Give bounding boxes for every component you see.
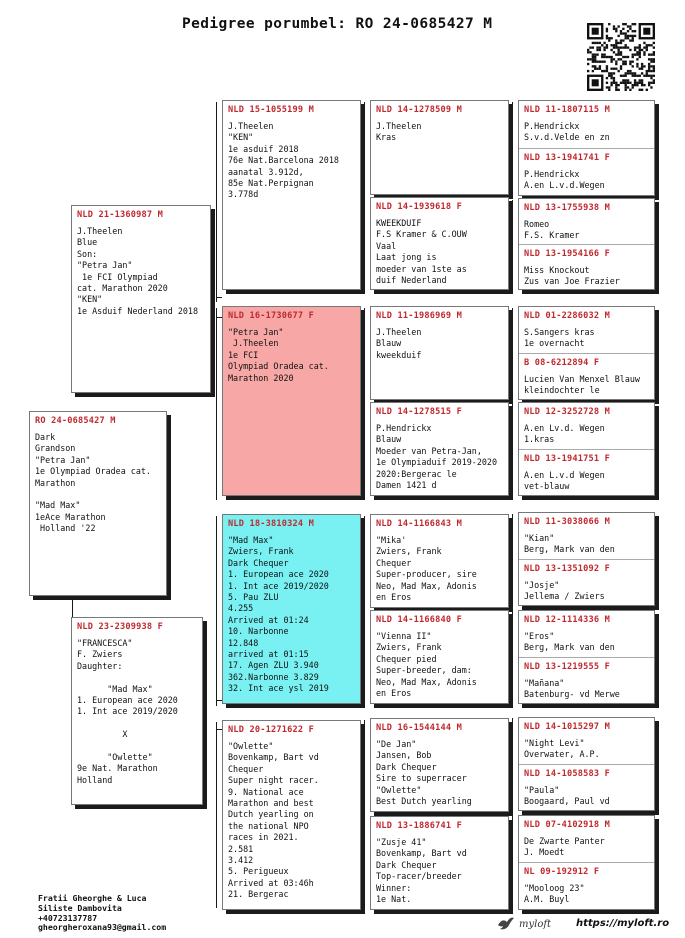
- grandparent-card[interactable]: [222, 720, 361, 910]
- connector-line: [512, 610, 513, 704]
- pigeon-info: S.Sangers kras 1e overnacht: [524, 327, 595, 349]
- great-great-grandparents-card[interactable]: [518, 402, 655, 496]
- website-link[interactable]: https://myloft.ro: [576, 918, 670, 929]
- ring-number: NLD 01-2286032 M: [524, 311, 610, 321]
- pigeon-info: "Zusje 41" Bovenkamp, Bart vd Dark Chequer Top-racer/breeder Winner: 1e Nat.: [376, 837, 467, 905]
- connector-line: [512, 404, 513, 500]
- great-grandparent-card[interactable]: [370, 816, 509, 910]
- great-grandparent-card[interactable]: [370, 306, 509, 400]
- ring-number: NLD 20-1271622 F: [228, 725, 314, 735]
- ring-number: NLD 14-1278515 F: [376, 407, 462, 417]
- pigeon-info: J.Theelen Blue Son: "Petra Jan" 1e FCI Olympiad cat. Marathon 2020 "KEN" 1e Asduif Nederland 2018: [77, 226, 199, 316]
- qr-code-icon[interactable]: [587, 23, 655, 91]
- grandparent-card-highlighted[interactable]: [222, 514, 361, 704]
- ring-number: NLD 13-1954166 F: [524, 249, 610, 259]
- pigeon-info: A.en Lv.d. Wegen 1.kras: [524, 423, 605, 445]
- pigeon-info: Romeo F.S. Kramer: [524, 219, 580, 241]
- ring-number: NLD 21-1360987 M: [77, 210, 163, 220]
- pigeon-info: J.Theelen Kras: [376, 121, 422, 143]
- connector-line: [512, 816, 513, 912]
- pigeon-info: "Vienna II" Zwiers, Frank Chequer pied Super-breeder, dam: Neo, Mad Max, Adonis en Eros: [376, 631, 477, 699]
- logo-text: myloft: [519, 918, 552, 930]
- ring-number: NLD 11-3038066 M: [524, 517, 610, 527]
- connector-line: [216, 308, 217, 500]
- connector-line: [512, 102, 513, 198]
- pigeon-info: "Kian" Berg, Mark van den: [524, 533, 615, 555]
- connector-line: [512, 718, 513, 814]
- connector-line: [364, 308, 365, 498]
- ring-number: NLD 13-1219555 F: [524, 662, 610, 672]
- ring-number: NLD 12-3252728 M: [524, 407, 610, 417]
- great-great-grandparents-card[interactable]: [518, 198, 655, 290]
- pigeon-info: J.Theelen "KEN" 1e asduif 2018 76e Nat.Barcelona 2018 aanatal 3.912d, 85e Nat.Perpignan 3.778d: [228, 121, 339, 200]
- dam-card[interactable]: [71, 617, 203, 805]
- ring-number: NLD 14-1058583 F: [524, 769, 610, 779]
- ring-number: NLD 14-1015297 M: [524, 722, 610, 732]
- ring-number: NLD 12-1114336 M: [524, 615, 610, 625]
- ring-number: NLD 16-1730677 F: [228, 311, 314, 321]
- connector-line: [512, 514, 513, 610]
- pigeon-info: "Eros" Berg, Mark van den: [524, 631, 615, 653]
- myloft-bird-logo-icon: [497, 916, 515, 932]
- ring-number: NLD 14-1939618 F: [376, 202, 462, 212]
- pigeon-info: "Paula" Boogaard, Paul vd: [524, 785, 610, 807]
- great-great-grandparents-card[interactable]: [518, 100, 655, 196]
- ring-number: NLD 13-1351092 F: [524, 564, 610, 574]
- subject-pigeon-card[interactable]: [29, 411, 167, 596]
- pigeon-info: "Owlette" Bovenkamp, Bart vd Chequer Super night racer. 9. National ace Marathon and best Dutch yearling on the national NPO races in 2021. 2.581 3.412 5. Perigueux Arrived at 03:46h 21. Bergerac: [228, 741, 319, 900]
- sire-card[interactable]: [71, 205, 211, 393]
- great-great-grandparents-card[interactable]: [518, 306, 655, 400]
- pigeon-info: KWEEKDUIF F.S Kramer & C.OUW Vaal Laat jong is moeder van 1ste as duif Nederland: [376, 218, 467, 286]
- grandparent-card[interactable]: [222, 100, 361, 290]
- ring-number: NLD 13-1886741 F: [376, 821, 462, 831]
- connector-line: [216, 516, 217, 706]
- great-grandparent-card[interactable]: [370, 718, 509, 812]
- great-grandparent-card[interactable]: [370, 100, 509, 195]
- grandparent-card-highlighted[interactable]: [222, 306, 361, 496]
- great-grandparent-card[interactable]: [370, 514, 509, 608]
- page-title: Pedigree porumbel: RO 24-0685427 M: [182, 16, 493, 32]
- ring-number: NLD 11-1986969 M: [376, 311, 462, 321]
- pigeon-info: "Mad Max" Zwiers, Frank Dark Chequer 1. European ace 2020 1. Int ace 2019/2020 5. Pau ZLU 4.255 Arrived at 01:24 10. Narbonne 12.848 arrived at 01:15 17. Agen ZLU 3.940 362.Narbonne 3.829 32. Int ace ysl 2019: [228, 535, 329, 694]
- pigeon-info: P.Hendrickx Blauw Moeder van Petra-Jan, 1e Olympiaduif 2019-2020 2020:Bergerac le Damen 1421 d: [376, 423, 498, 491]
- pigeon-info: "Mika' Zwiers, Frank Chequer Super-producer, sire Neo, Mad Max, Adonis en Eros: [376, 535, 477, 603]
- pigeon-info: P.Hendrickx S.v.d.Velde en zn: [524, 121, 610, 143]
- ring-number: NLD 16-1544144 M: [376, 723, 462, 733]
- ring-number: NLD 18-3810324 M: [228, 519, 314, 529]
- great-great-grandparents-card[interactable]: [518, 815, 655, 910]
- ring-number: NLD 13-1941751 F: [524, 454, 610, 464]
- connector-line: [216, 722, 217, 908]
- pigeon-info: Miss Knockout Zus van Joe Frazier: [524, 265, 620, 287]
- great-great-grandparents-card[interactable]: [518, 610, 655, 704]
- ring-number: NL 09-192912 F: [524, 867, 600, 877]
- ring-number: NLD 14-1278509 M: [376, 105, 462, 115]
- pigeon-info: Lucien Van Menxel Blauw kleindochter le: [524, 374, 640, 396]
- great-grandparent-card[interactable]: [370, 197, 509, 290]
- pigeon-info: J.Theelen Blauw kweekduif: [376, 327, 422, 360]
- great-grandparent-card[interactable]: [370, 402, 509, 496]
- pigeon-info: "Mooloog 23" A.M. Buyl: [524, 883, 585, 905]
- connector-line: [364, 102, 365, 292]
- ring-number: NLD 23-2309938 F: [77, 622, 163, 632]
- connector-line: [512, 308, 513, 402]
- pigeon-info: "FRANCESCA" F. Zwiers Daughter: "Mad Max" 1. European ace 2020 1. Int ace 2019/2020 X "Owlette" 9e Nat. Marathon Holland: [77, 638, 178, 785]
- owner-contact: Fratii Gheorghe & Luca Siliste Dambovita +40723137787 gheorgheroxana93@gmail.com: [38, 893, 167, 933]
- pigeon-info: P.Hendrickx A.en L.v.d.Wegen: [524, 169, 605, 191]
- ring-number: RO 24-0685427 M: [35, 416, 116, 426]
- pigeon-info: "Josje" Jellema / Zwiers: [524, 580, 605, 602]
- connector-line: [216, 297, 222, 298]
- great-great-grandparents-card[interactable]: [518, 717, 655, 811]
- pigeon-info: "Petra Jan" J.Theelen 1e FCI Olympiad Oradea cat. Marathon 2020: [228, 327, 329, 383]
- ring-number: NLD 15-1055199 M: [228, 105, 314, 115]
- great-great-grandparents-card[interactable]: [518, 512, 655, 606]
- pigeon-info: A.en L.v.d Wegen vet-blauw: [524, 470, 605, 492]
- connector-line: [364, 720, 365, 910]
- myloft-logo[interactable]: [497, 914, 567, 934]
- ring-number: NLD 14-1166843 M: [376, 519, 462, 529]
- great-grandparent-card[interactable]: [370, 610, 509, 704]
- pigeon-info: De Zwarte Panter J. Moedt: [524, 836, 605, 858]
- ring-number: NLD 13-1941741 F: [524, 153, 610, 163]
- connector-line: [364, 516, 365, 706]
- pigeon-info: "Night Levi" Overwater, A.P.: [524, 738, 600, 760]
- pigeon-info: "Mañana" Batenburg- vd Merwe: [524, 678, 620, 700]
- ring-number: B 08-6212894 F: [524, 358, 600, 368]
- pigeon-info: Dark Grandson "Petra Jan" 1e Olympiad Oradea cat. Marathon "Mad Max" 1eAce Marathon Holland '22: [35, 432, 151, 534]
- pigeon-info: "De Jan" Jansen, Bob Dark Chequer Sire to superracer "Owlette" Best Dutch yearling: [376, 739, 472, 807]
- connector-line: [512, 200, 513, 294]
- ring-number: NLD 11-1807115 M: [524, 105, 610, 115]
- ring-number: NLD 07-4102918 M: [524, 820, 610, 830]
- ring-number: NLD 14-1166840 F: [376, 615, 462, 625]
- connector-line: [216, 102, 217, 302]
- ring-number: NLD 13-1755938 M: [524, 203, 610, 213]
